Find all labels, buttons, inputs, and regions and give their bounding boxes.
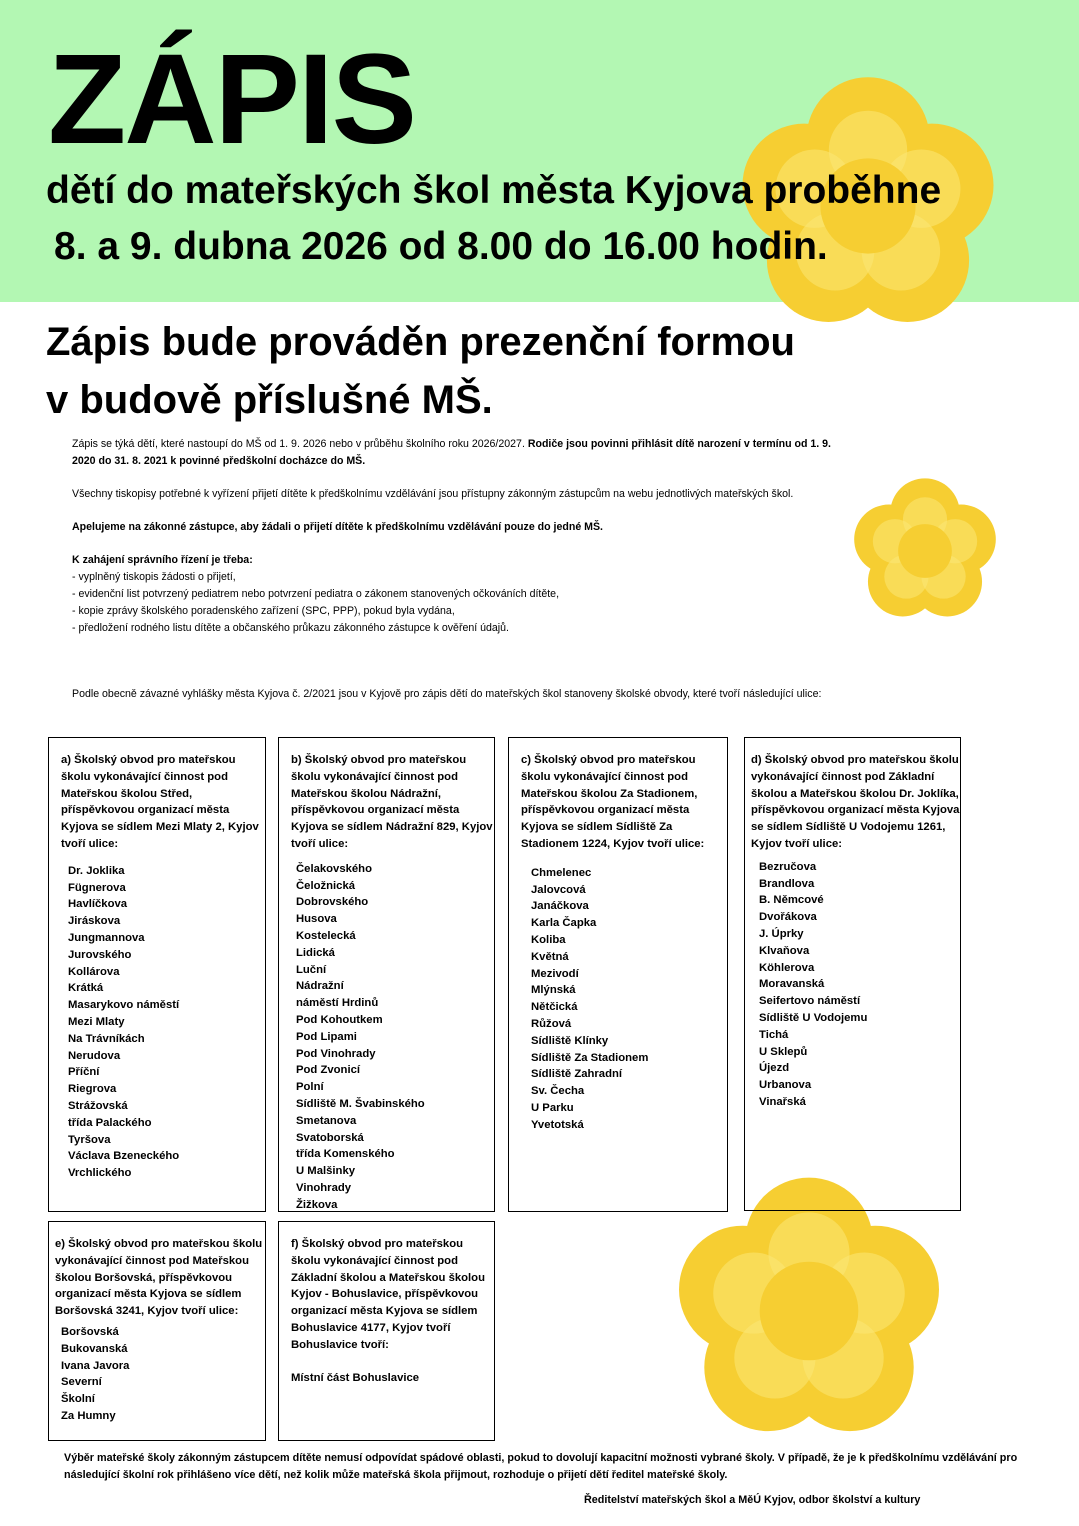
intro-text: [72, 436, 842, 637]
requirement-item: - předložení rodného listu dítěte a občanského průkazu zákonného zástupce k ověření údajů.: [72, 620, 842, 637]
street-item: Žižkova: [296, 1198, 338, 1211]
district-heading: a) Školský obvod pro mateřskou školu vykonávající činnost pod Mateřskou školou Střed, příspěvkovou organizací města Kyjova se sídlem Mezi Mlaty 2, Kyjov tvoří ulice:: [61, 754, 259, 850]
street-item: B. Němcové: [759, 894, 824, 907]
subtitle-line-2: 8. a 9. dubna 2026 od 8.00 do 16.00 hodin.: [54, 225, 828, 268]
street-item: Václava Bzeneckého: [68, 1150, 180, 1163]
street-item: Seifertovo náměstí: [759, 995, 861, 1008]
street-item: Pod Lipami: [296, 1030, 357, 1043]
district-heading: c) Školský obvod pro mateřskou školu vykonávající činnost pod Mateřskou školou Za Stadionem, příspěvkovou organizací města Kyjova se sídlem Sídliště Za Stadionem 1224, Kyjov tvoří ulice:: [521, 754, 705, 850]
street-item: Tichá: [759, 1028, 789, 1041]
street-item: Sídliště U Vodojemu: [759, 1011, 868, 1024]
footer-note: Výběr mateřské školy zákonným zástupcem dítěte nemusí odpovídat spádové oblasti, pokud to dovolují kapacitní možnosti vybrané školy. V případě, že je k předškolnímu vzdělávání pro následující školní rok přihlášeno více dětí, než kolik může mateřská škola přijmout, rozhoduje o přijetí dětí ředitel mateřské školy.: [64, 1452, 1018, 1481]
street-item: Strážovská: [68, 1099, 128, 1112]
street-item: Čelakovského: [296, 862, 372, 875]
street-list: [745, 859, 960, 1111]
street-item: Ivana Javora: [61, 1359, 130, 1372]
district-place: Místní část Bohuslavice: [291, 1371, 420, 1384]
street-item: Jalovcová: [531, 883, 586, 896]
street-item: Krátká: [68, 982, 104, 995]
street-item: Nětčická: [531, 1001, 578, 1014]
street-item: Za Humny: [61, 1409, 116, 1422]
street-item: náměstí Hrdinů: [296, 997, 379, 1010]
requirements-title: K zahájení správního řízení je třeba:: [72, 554, 253, 566]
street-item: Urbanova: [759, 1079, 812, 1092]
street-item: Nádražní: [296, 980, 344, 993]
street-item: Čeložnická: [296, 879, 356, 892]
street-item: Janáčkova: [531, 900, 589, 913]
street-item: třída Komenského: [296, 1148, 395, 1161]
notice-line-1: Zápis bude prováděn prezenční formou: [46, 320, 795, 364]
page-title: ZÁPIS: [48, 28, 415, 171]
street-item: Újezd: [759, 1062, 790, 1075]
street-item: Sídliště Klínky: [531, 1034, 609, 1047]
street-item: Brandlova: [759, 877, 815, 890]
street-item: Sídliště Za Stadionem: [531, 1051, 649, 1064]
district-box-c: [508, 737, 728, 1212]
footer-signature: Ředitelství mateřských škol a MěÚ Kyjov, odbor školství a kultury: [584, 1494, 921, 1506]
street-item: U Parku: [531, 1101, 574, 1114]
street-item: Na Trávníkách: [68, 1032, 145, 1045]
street-item: Nerudova: [68, 1049, 121, 1062]
street-list: [49, 1324, 265, 1425]
street-item: Köhlerova: [759, 961, 815, 974]
notice-heading: [46, 313, 795, 429]
street-item: Příční: [68, 1066, 100, 1079]
street-item: Dr. Joklika: [68, 864, 125, 877]
district-heading: f) Školský obvod pro mateřskou školu vykonávající činnost pod Základní školou a Mateřskou školou Kyjov - Bohuslavice, příspěvkovou organizací města Kyjova se sídlem Bohuslavice 4177, Kyjov tvoří Bohuslavice tvoří:: [291, 1238, 485, 1351]
street-item: Boršovská: [61, 1325, 119, 1338]
street-item: Karla Čapka: [531, 917, 597, 930]
street-item: Svatoborská: [296, 1131, 364, 1144]
street-item: Lidická: [296, 946, 335, 959]
district-box-b: [278, 737, 495, 1212]
street-item: Koliba: [531, 933, 566, 946]
district-box-d: [744, 737, 961, 1211]
intro-p1-bold: Rodiče jsou povinni přihlásit dítě narození v termínu od 1. 9. 2020 do 31. 8. 2021 k povinné předškolní docházce do MŠ.: [72, 438, 831, 467]
street-item: Bezručova: [759, 860, 817, 873]
street-item: Pod Kohoutkem: [296, 1013, 383, 1026]
subtitle-line-1: dětí do mateřských škol města Kyjova proběhne: [46, 169, 942, 212]
districts-intro: Podle obecně závazné vyhlášky města Kyjova č. 2/2021 jsou v Kyjově pro zápis dětí do mateřských škol stanoveny školské obvody, které tvoří následující ulice:: [72, 688, 822, 700]
district-box-e: [48, 1221, 266, 1441]
street-item: U Sklepů: [759, 1045, 808, 1058]
street-item: třída Palackého: [68, 1116, 152, 1129]
street-item: Kostelecká: [296, 929, 356, 942]
intro-paragraph-1: [72, 436, 842, 470]
requirement-item: - kopie zprávy školského poradenského zařízení (SPC, PPP), pokud byla vydána,: [72, 603, 842, 620]
street-item: Školní: [61, 1393, 95, 1406]
requirement-item: - evidenční list potvrzený pediatrem nebo potvrzení pediatra o zákonem stanovených očkováních dítěte,: [72, 586, 842, 603]
intro-paragraph-2: Všechny tiskopisy potřebné k vyřízení přijetí dítěte k předškolnímu vzdělávání jsou přístupny zákonným zástupcům na webu jednotlivých mateřských škol.: [72, 488, 794, 500]
street-list: [279, 861, 494, 1214]
street-item: Bukovanská: [61, 1342, 128, 1355]
requirement-item: - vyplněný tiskopis žádosti o přijetí,: [72, 569, 842, 586]
street-item: Vinařská: [759, 1095, 806, 1108]
street-item: Moravanská: [759, 978, 825, 991]
street-item: Tyršova: [68, 1133, 111, 1146]
district-heading: b) Školský obvod pro mateřskou školu vykonávající činnost pod Mateřskou školou Nádražní, příspěvkovou organizací města Kyjova se sídlem Nádražní 829, Kyjov tvoří ulice:: [291, 754, 493, 850]
street-item: Mlýnská: [531, 984, 576, 997]
street-item: Riegrova: [68, 1083, 117, 1096]
street-item: U Malšinky: [296, 1165, 356, 1178]
street-item: Pod Vinohrady: [296, 1047, 376, 1060]
street-item: Vrchlického: [68, 1167, 132, 1180]
street-item: Smetanova: [296, 1114, 357, 1127]
street-item: Chmelenec: [531, 866, 592, 879]
street-item: Kollárova: [68, 965, 120, 978]
street-item: Sv. Čecha: [531, 1085, 585, 1098]
notice-line-2: v budově příslušné MŠ.: [46, 378, 493, 422]
street-item: Růžová: [531, 1017, 572, 1030]
street-item: Fügnerova: [68, 881, 126, 894]
street-item: Sídliště M. Švabinského: [296, 1097, 425, 1110]
street-item: Masarykovo náměstí: [68, 999, 180, 1012]
intro-p1-text: Zápis se týká dětí, které nastoupí do MŠ od 1. 9. 2026 nebo v průběhu školního roku 2026/2027.: [72, 438, 528, 450]
street-item: Dvořákova: [759, 911, 817, 924]
street-item: Luční: [296, 963, 327, 976]
street-item: Jurovského: [68, 948, 132, 961]
flower-decoration-middle: [846, 472, 1004, 630]
street-list: [49, 863, 265, 1182]
requirements-list: [72, 569, 842, 637]
street-item: Yvetotská: [531, 1118, 584, 1131]
street-item: J. Úprky: [759, 927, 804, 940]
street-item: Mezi Mlaty: [68, 1015, 125, 1028]
street-item: Husova: [296, 913, 337, 926]
street-list: [509, 865, 727, 1134]
street-item: Pod Zvonicí: [296, 1064, 361, 1077]
district-box-a: [48, 737, 266, 1212]
street-item: Havlíčkova: [68, 898, 128, 911]
street-item: Jiráskova: [68, 915, 121, 928]
street-item: Sídliště Zahradní: [531, 1068, 623, 1081]
street-item: Klvaňova: [759, 944, 810, 957]
district-box-f: [278, 1221, 495, 1441]
street-item: Polní: [296, 1081, 324, 1094]
street-item: Jungmannova: [68, 931, 145, 944]
street-item: Dobrovského: [296, 896, 369, 909]
street-item: Severní: [61, 1376, 102, 1389]
street-item: Mezivodí: [531, 967, 579, 980]
intro-paragraph-3: Apelujeme na zákonné zástupce, aby žádali o přijetí dítěte k předškolnímu vzdělávání pouze do jedné MŠ.: [72, 521, 603, 533]
district-heading: d) Školský obvod pro mateřskou školu vykonávající činnost pod Základní školou a Mateřskou školou Dr. Joklíka, příspěvkovou organizací města Kyjova se sídlem Sídliště U Vodojemu 1261, Kyjov tvoří ulice:: [751, 754, 960, 850]
district-heading: e) Školský obvod pro mateřskou školu vykonávající činnost pod Mateřskou školou Boršovská, příspěvkovou organizací města Kyjova se sídlem Boršovská 3241, Kyjov tvoří ulice:: [55, 1238, 263, 1318]
street-item: Vinohrady: [296, 1181, 352, 1194]
street-item: Květná: [531, 950, 569, 963]
